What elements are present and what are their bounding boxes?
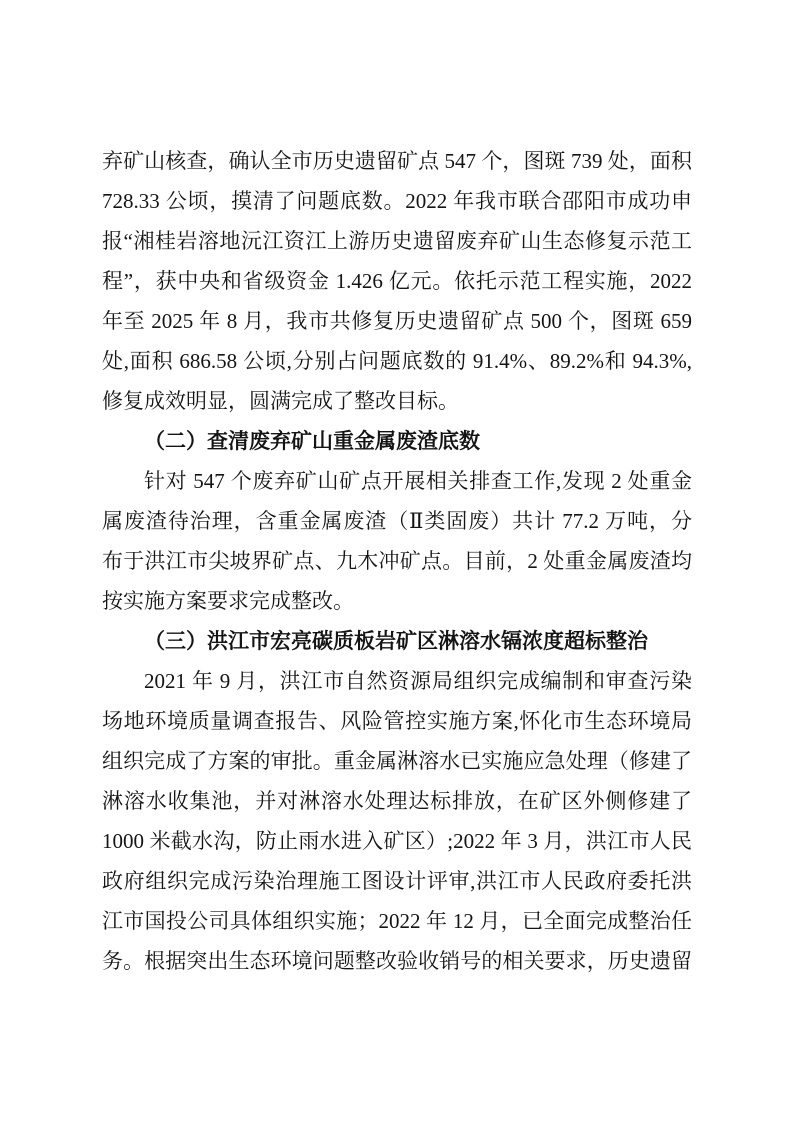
text-line: 2021 年 9 月，洪江市自然资源局组织完成编制和审查污染 xyxy=(144,669,692,693)
text-line: 年至 2025 年 8 月，我市共修复历史遗留矿点 500 个，图斑 659 xyxy=(102,309,692,333)
text-line: 报“湘桂岩溶地沅江资江上游历史遗留废弃矿山生态修复示范工 xyxy=(102,229,692,253)
text-line: 728.33 公顷，摸清了问题底数。2022 年我市联合邵阳市成功申 xyxy=(102,189,692,213)
text-line: 按实施方案要求完成整改。 xyxy=(102,589,354,613)
text-line: 处,面积 686.58 公顷,分别占问题底数的 91.4%、89.2%和 94.3%, xyxy=(102,349,692,373)
text-line: 组织完成了方案的审批。重金属淋溶水已实施应急处理（修建了 xyxy=(102,749,692,773)
heading-text: （三）洪江市宏亮碳质板岩矿区淋溶水镉浓度超标整治 xyxy=(144,629,648,653)
text-line: 淋溶水收集池，并对淋溶水处理达标排放，在矿区外侧修建了 xyxy=(102,789,692,813)
text-line: 政府组织完成污染治理施工图设计评审,洪江市人民政府委托洪 xyxy=(102,869,692,893)
text-line: 程”，获中央和省级资金 1.426 亿元。依托示范工程实施，2022 xyxy=(102,269,692,293)
paragraph-continuation xyxy=(102,141,692,421)
section-heading-2 xyxy=(102,421,692,461)
heading-text: （二）查清废弃矿山重金属废渣底数 xyxy=(144,429,480,453)
text-line: 1000 米截水沟，防止雨水进入矿区）;2022 年 3 月，洪江市人民 xyxy=(102,829,692,853)
text-line: 场地环境质量调查报告、风险管控实施方案,怀化市生态环境局 xyxy=(102,709,692,733)
text-line: 布于洪江市尖坡界矿点、九木冲矿点。目前，2 处重金属废渣均 xyxy=(102,549,692,573)
text-line: 务。根据突出生态环境问题整改验收销号的相关要求，历史遗留 xyxy=(102,949,692,973)
text-line: 属废渣待治理，含重金属废渣（Ⅱ类固废）共计 77.2 万吨，分 xyxy=(102,509,692,533)
section-heading-3 xyxy=(102,621,692,661)
paragraph xyxy=(102,461,692,621)
text-line: 江市国投公司具体组织实施；2022 年 12 月，已全面完成整治任 xyxy=(102,909,692,933)
text-line: 修复成效明显，圆满完成了整改目标。 xyxy=(102,389,459,413)
text-line: 弃矿山核查，确认全市历史遗留矿点 547 个，图斑 739 处，面积 xyxy=(102,149,692,173)
text-line: 针对 547 个废弃矿山矿点开展相关排查工作,发现 2 处重金 xyxy=(144,469,692,493)
paragraph xyxy=(102,661,692,981)
